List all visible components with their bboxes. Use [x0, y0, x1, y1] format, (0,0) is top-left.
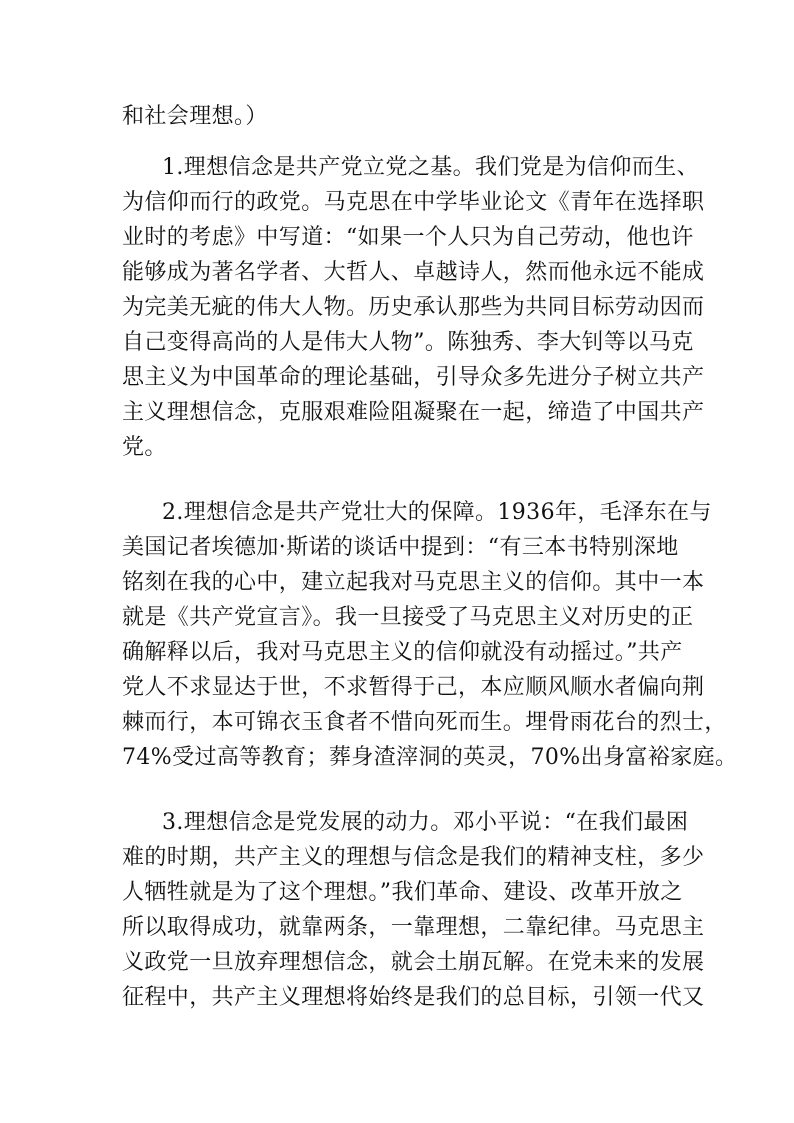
paragraph-line: 难的时期，共产主义的理想与信念是我们的精神支柱，多少 [122, 845, 705, 870]
paragraph-line: 所以取得成功，就靠两条，一靠理想，二靠纪律。马克思主 [122, 915, 705, 940]
paragraph-line: 确解释以后，我对马克思主义的信仰就没有动摇过。”共产 [122, 640, 683, 665]
paragraph-line: 2.理想信念是共产党壮大的保障。1936年，毛泽东在与 [162, 500, 712, 525]
paragraph-line: 人牺牲就是为了这个理想。”我们革命、建设、改革开放之 [122, 880, 683, 905]
paragraph-line: 能够成为著名学者、大哲人、卓越诗人，然而他永远不能成 [122, 260, 705, 285]
paragraph-line: 为完美无疵的伟大人物。历史承认那些为共同目标劳动因而 [122, 295, 705, 320]
paragraph-line: 主义理想信念，克服艰难险阻凝聚在一起，缔造了中国共产 [122, 400, 705, 425]
paragraph-line: 义政党一旦放弃理想信念，就会土崩瓦解。在党未来的发展 [122, 950, 705, 975]
paragraph-line: 党。 [122, 435, 167, 460]
paragraph-line: 棘而行，本可锦衣玉食者不惜向死而生。埋骨雨花台的烈士， [122, 710, 727, 735]
paragraph-line: 铭刻在我的心中，建立起我对马克思主义的信仰。其中一本 [122, 570, 705, 595]
paragraph-line: 3.理想信念是党发展的动力。邓小平说：“在我们最困 [162, 810, 689, 835]
paragraph-line: 就是《共产党宣言》。我一旦接受了马克思主义对历史的正 [122, 605, 694, 630]
paragraph-line: 美国记者埃德加·斯诺的谈话中提到：“有三本书特别深地 [122, 535, 679, 560]
paragraph-line: 1.理想信念是共产党立党之基。我们党是为信仰而生、 [162, 155, 699, 180]
paragraph-line: 自己变得高尚的人是伟大人物”。陈独秀、李大钊等以马克 [122, 330, 694, 355]
paragraph-line: 征程中，共产主义理想将始终是我们的总目标，引领一代又 [122, 985, 705, 1010]
paragraph-line: 党人不求显达于世，不求暂得于己，本应顺风顺水者偏向荆 [122, 675, 705, 700]
paragraph-line: 74%受过高等教育；葬身渣滓洞的英灵，70%出身富裕家庭。 [122, 745, 738, 770]
paragraph-line: 思主义为中国革命的理论基础，引导众多先进分子树立共产 [122, 365, 705, 390]
paragraph-line: 为信仰而行的政党。马克思在中学毕业论文《青年在选择职 [122, 190, 705, 215]
paragraph-line: 业时的考虑》中写道：“如果一个人只为自己劳动，他也许 [122, 225, 694, 250]
paragraph-line: 和社会理想。） [122, 104, 268, 129]
